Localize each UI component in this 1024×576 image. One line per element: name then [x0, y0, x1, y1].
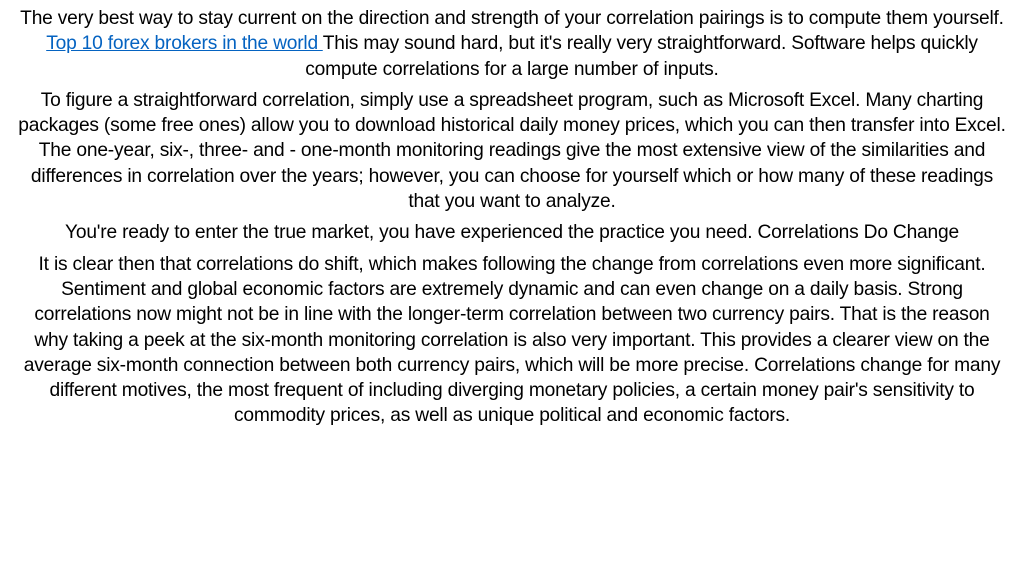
forex-brokers-link[interactable]: Top 10 forex brokers in the world — [46, 33, 323, 55]
paragraph-intro-text-before: The very best way to stay current on the direction and strength of your correlation pairings is to compute them yourself. — [20, 8, 1004, 29]
paragraph-spreadsheet: To figure a straightforward correlation, simply use a spreadsheet program, such as Microsoft Excel. Many charting packages (some free ones) allow you to download historical daily money prices, which you can then transfer into Excel. The one-year, six-, three- and - one-month monitoring readings give the most extensive view of the similarities and differences in correlation over the years; however, you can choose for yourself which or how many of these readings that you want to analyze. — [18, 89, 1006, 213]
paragraph-intro — [16, 6, 1008, 82]
paragraph-market: You're ready to enter the true market, you have experienced the practice you need. Correlations Do Change — [65, 222, 959, 244]
paragraph-correlations-change: It is clear then that correlations do shift, which makes following the change from correlations even more significant. Sentiment and global economic factors are extremely dynamic and can even change on a daily basis. Strong correlations now might not be in line with the longer-term correlation between two currency pairs. That is the reason why taking a peek at the six-month monitoring correlation is also very important. This provides a clearer view on the average six-month connection between both currency pairs, which will be more precise. Correlations change for many different motives, the most frequent of including diverging monetary policies, a certain money pair's sensitivity to commodity prices, as well as unique political and economic factors. — [23, 253, 1001, 427]
paragraph-intro-text-after: This may sound hard, but it's really very straightforward. Software helps quickly compute correlations for a large number of inputs. — [305, 33, 978, 80]
